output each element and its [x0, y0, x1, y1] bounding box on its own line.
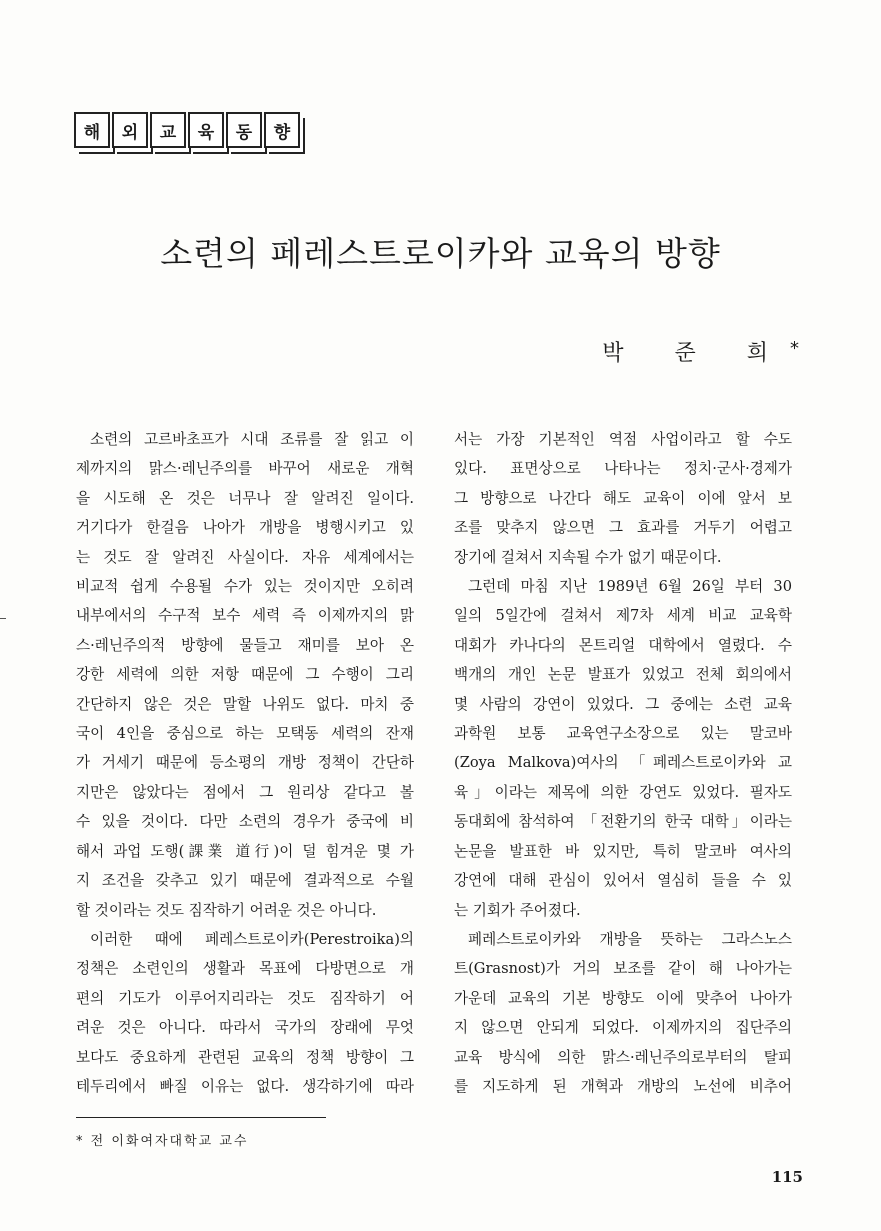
text-line: 조를 맞추지 않으면 그 효과를 거두기 어렵고: [454, 519, 792, 537]
text-line: 지만은 않았다는 점에서 그 원리상 같다고 볼: [76, 783, 414, 801]
text-line: 서는 가장 기본적인 역점 사업이라고 할 수도: [454, 431, 792, 448]
margin-mark: [0, 618, 6, 619]
text-line: 대회가 카나다의 몬트리얼 대학에서 열렸다. 수: [454, 636, 792, 654]
text-line: 는 기회가 주어졌다.: [454, 901, 581, 919]
text-line: 는 것도 잘 알려진 사실이다. 자유 세계에서는: [76, 548, 414, 566]
section-char: 해: [74, 112, 110, 148]
text-line: 백개의 개인 논문 발표가 있었고 전체 회의에서: [454, 666, 792, 684]
text-line: 트(Grasnost)가 거의 보조를 같이 해 나아가는: [454, 960, 792, 978]
section-char: 교: [150, 112, 186, 148]
author-byline: [602, 336, 799, 367]
section-char: 동: [226, 112, 262, 148]
text-line: 정책은 소련인의 생활과 목표에 다방면으로 개: [76, 960, 414, 978]
text-line: 스·레닌주의적 방향에 물들고 재미를 보아 온: [76, 636, 414, 654]
page-number: 115: [771, 1168, 803, 1186]
body-column-left: [76, 425, 414, 1101]
text-line: 일의 5일간에 걸쳐서 제7차 세계 비교 교육학: [454, 607, 792, 625]
section-char: 외: [112, 112, 148, 148]
section-char: 향: [264, 112, 300, 148]
text-line: 거기다가 한걸음 나아가 개방을 병행시키고 있: [76, 519, 414, 537]
text-line: 국이 4인을 중심으로 하는 모택동 세력의 잔재: [76, 725, 414, 743]
text-line: 해서 과업 도행(課業 道行)이 덜 힘겨운 몇 가: [76, 842, 414, 860]
article-title: 소련의 페레스트로이카와 교육의 방향: [160, 234, 721, 273]
text-line: 을 시도해 온 것은 너무나 잘 알려진 일이다.: [76, 489, 414, 507]
text-line: 육」이라는 제목에 의한 강연도 있었다. 필자도: [454, 783, 792, 801]
text-line: 지 않으면 안되게 되었다. 이제까지의 집단주의: [454, 1019, 792, 1037]
text-line: 소련의 고르바초프가 시대 조류를 잘 읽고 이: [90, 431, 414, 448]
author-name: 박 준 희: [602, 341, 790, 366]
text-line: 려운 것은 아니다. 따라서 국가의 장래에 무엇: [76, 1019, 414, 1037]
text-line: 보다도 중요하게 관련된 교육의 정책 방향이 그: [76, 1048, 414, 1066]
text-line: 있다. 표면상으로 나타나는 정치·군사·경제가: [454, 460, 792, 478]
text-line: 가운데 교육의 기본 방향도 이에 맞추어 나아가: [454, 989, 792, 1007]
section-char: 육: [188, 112, 224, 148]
author-footnote-mark: *: [790, 338, 799, 359]
text-line: 내부에서의 수구적 보수 세력 즉 이제까지의 맑: [76, 607, 414, 625]
text-line: 편의 기도가 이루어지리라는 것도 짐작하기 어: [76, 989, 414, 1007]
body-column-right: [454, 425, 792, 1101]
text-line: 이러한 때에 페레스트로이카(Perestroika)의: [90, 930, 414, 948]
text-line: (Zoya Malkova)여사의 「페레스트로이카와 교: [454, 754, 792, 772]
text-line: 그런데 마침 지난 1989년 6월 26일 부터 30: [468, 578, 792, 596]
text-line: 논문을 발표한 바 있지만, 특히 말코바 여사의: [454, 842, 792, 860]
text-line: 몇 사람의 강연이 있었다. 그 중에는 소련 교육: [454, 695, 792, 713]
text-line: 제까지의 맑스·레닌주의를 바꾸어 새로운 개혁: [76, 460, 414, 478]
text-line: 강연에 대해 관심이 있어서 열심히 들을 수 있: [454, 872, 792, 890]
footnote-divider: [76, 1117, 326, 1118]
text-line: 교육 방식에 의한 맑스·레닌주의로부터의 탈피: [454, 1048, 792, 1066]
text-line: 를 지도하게 된 개혁과 개방의 노선에 비추어: [454, 1077, 792, 1095]
text-line: 할 것이라는 것도 짐작하기 어려운 것은 아니다.: [76, 901, 377, 919]
text-line: 수 있을 것이다. 다만 소련의 경우가 중국에 비: [76, 813, 414, 831]
text-line: 간단하지 않은 것은 말할 나위도 없다. 마치 중: [76, 695, 414, 713]
section-header: [74, 112, 300, 148]
text-line: 지 조건을 갖추고 있기 때문에 결과적으로 수월: [76, 872, 414, 890]
text-line: 장기에 걸쳐서 지속될 수가 없기 때문이다.: [454, 548, 722, 566]
footnote: * 전 이화여자대학교 교수: [76, 1134, 249, 1149]
text-line: 비교적 쉽게 수용될 수가 있는 것이지만 오히려: [76, 578, 414, 596]
text-line: 과학원 보통 교육연구소장으로 있는 말코바: [454, 725, 792, 743]
text-line: 그 방향으로 나간다 해도 교육이 이에 앞서 보: [454, 489, 792, 507]
text-line: 강한 세력에 의한 저항 때문에 그 수행이 그리: [76, 666, 414, 684]
text-line: 테두리에서 빠질 이유는 없다. 생각하기에 따라: [76, 1077, 414, 1095]
text-line: 동대회에 참석하여 「전환기의 한국 대학」이라는: [454, 813, 792, 831]
text-line: 가 거세기 때문에 등소평의 개방 정책이 간단하: [76, 754, 414, 772]
text-line: 페레스트로이카와 개방을 뜻하는 그라스노스: [468, 930, 792, 948]
